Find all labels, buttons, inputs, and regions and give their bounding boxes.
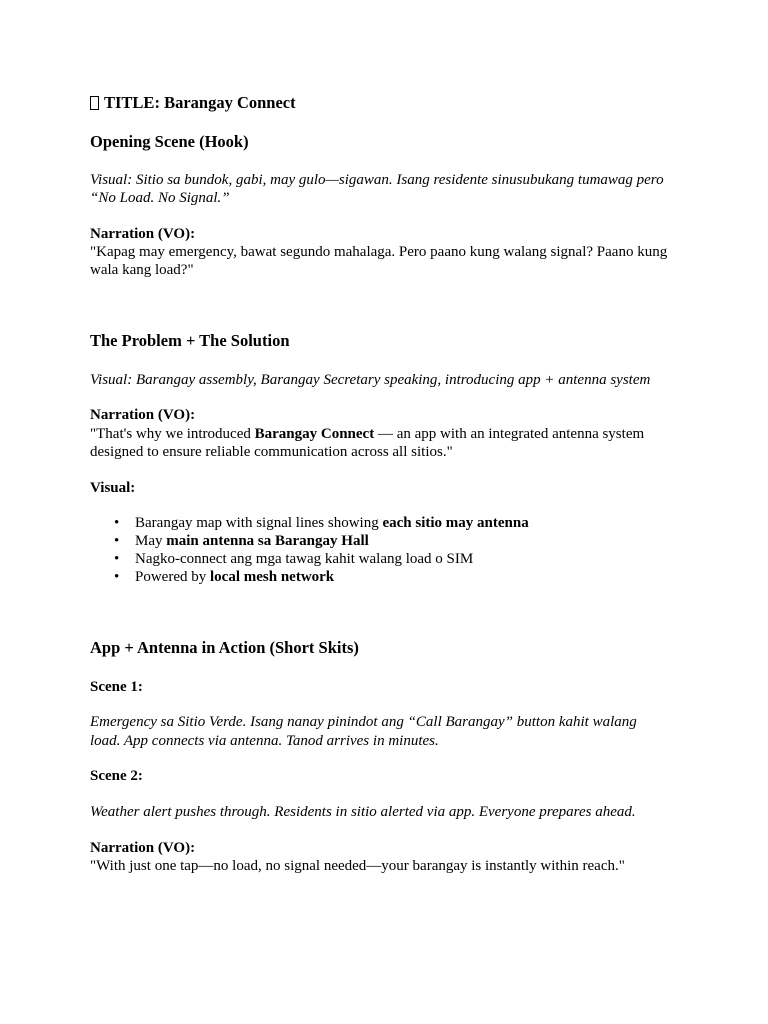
list-item xyxy=(135,568,334,586)
list-item-bold: local mesh network xyxy=(210,569,335,585)
scene-1-line-2: load. App connects via antenna. Tanod arrives in minutes. xyxy=(90,733,439,749)
bullet-icon: • xyxy=(114,551,120,567)
list-item-bold: each sitio may antenna xyxy=(382,515,529,531)
problem-narration-label: Narration (VO): xyxy=(90,407,196,423)
missing-glyph-icon xyxy=(90,96,99,110)
bullet-icon: • xyxy=(114,569,120,585)
list-item-text: May xyxy=(135,533,167,549)
list-item xyxy=(135,532,369,550)
list-item-text: Barangay map with signal lines showing xyxy=(135,515,383,531)
problem-visual: Visual: Barangay assembly, Barangay Secretary speaking, introducing app + antenna system xyxy=(90,372,651,388)
narration-text: "That's why we introduced xyxy=(90,426,255,442)
scene-1-label: Scene 1: xyxy=(90,679,143,695)
narration-app-name: Barangay Connect xyxy=(254,426,375,442)
problem-narration-line-1 xyxy=(90,425,644,443)
list-item-bold: main antenna sa Barangay Hall xyxy=(166,533,369,549)
bullet-icon: • xyxy=(114,515,120,531)
action-narration-label: Narration (VO): xyxy=(90,840,196,856)
opening-visual-line-1: Visual: Sitio sa bundok, gabi, may gulo—sigawan. Isang residente sinusubukang tumawag pero xyxy=(90,172,664,188)
action-narration-line-1: "With just one tap—no load, no signal needed—your barangay is instantly within reach." xyxy=(90,858,625,874)
problem-visual-label: Visual: xyxy=(90,480,136,496)
opening-visual-line-2: “No Load. No Signal.” xyxy=(90,190,230,206)
opening-narration-line-2: wala kang load?" xyxy=(90,262,194,278)
list-item xyxy=(135,550,473,568)
scene-2-line-1: Weather alert pushes through. Residents in sitio alerted via app. Everyone prepares ahead. xyxy=(90,804,636,820)
opening-narration-line-1: "Kapag may emergency, bawat segundo mahalaga. Pero paano kung walang signal? Paano kung xyxy=(90,244,668,260)
list-item-text: Nagko-connect ang mga tawag kahit walang load o SIM xyxy=(135,551,474,567)
opening-narration-label: Narration (VO): xyxy=(90,226,196,242)
title-prefix: TITLE: xyxy=(104,93,165,112)
bullet-icon: • xyxy=(114,533,120,549)
narration-text: — an app with an integrated antenna system xyxy=(374,426,645,442)
action-heading: App + Antenna in Action (Short Skits) xyxy=(90,638,359,657)
problem-heading: The Problem + The Solution xyxy=(90,331,290,350)
list-item-text: Powered by xyxy=(135,569,210,585)
problem-narration-line-2: designed to ensure reliable communication across all sitios." xyxy=(90,444,453,460)
opening-heading: Opening Scene (Hook) xyxy=(90,132,249,151)
list-item xyxy=(135,514,529,532)
document-title xyxy=(90,94,296,112)
title-text: Barangay Connect xyxy=(164,93,296,112)
scene-2-label: Scene 2: xyxy=(90,768,143,784)
scene-1-line-1: Emergency sa Sitio Verde. Isang nanay pinindot ang “Call Barangay” button kahit walang xyxy=(90,714,637,730)
